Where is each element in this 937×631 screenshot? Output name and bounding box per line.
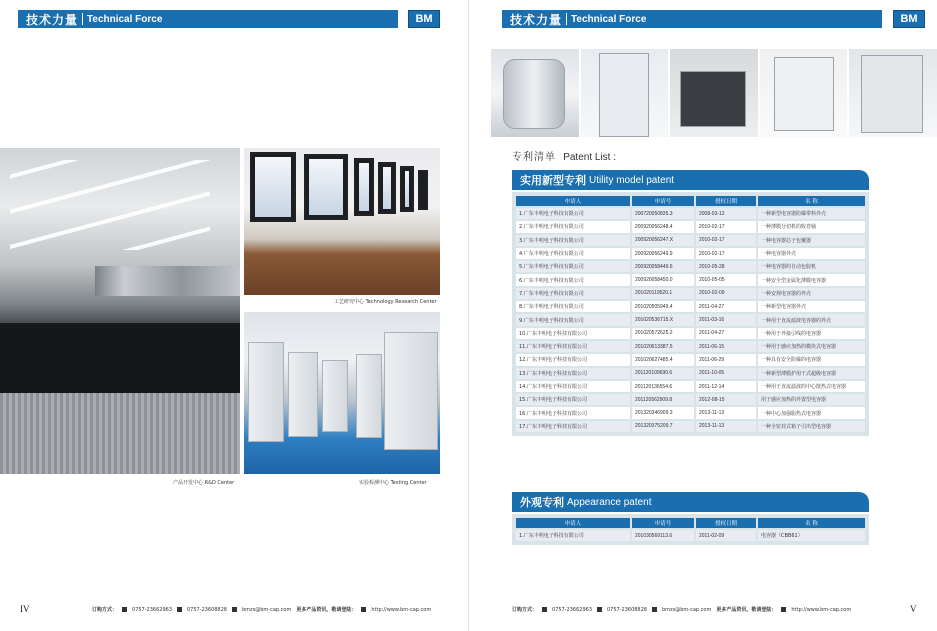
application-no-cell: 200920058450.0	[632, 274, 694, 285]
page-number-left: IV	[20, 604, 30, 614]
order-label: 订购方式：	[92, 607, 118, 613]
equipment-photo-strip	[491, 49, 937, 137]
application-no-cell: 201020572625.2	[632, 328, 694, 339]
application-no-cell: 201020119520.1	[632, 288, 694, 299]
applicant-cell: 4.广东丰明电子科技有限公司	[516, 248, 630, 259]
application-no-cell: 201020536715.X	[632, 314, 694, 325]
fax-icon	[597, 607, 602, 612]
application-no-cell: 200920056247.X	[632, 235, 694, 246]
bm-logo: BM	[408, 10, 440, 28]
bm-logo: BM	[893, 10, 925, 28]
applicant-cell: 11.广东丰明电子科技有限公司	[516, 341, 630, 352]
grant-date-cell: 2011-06-29	[696, 354, 756, 365]
table-row	[516, 288, 865, 299]
table-row	[516, 381, 865, 392]
equipment-photo	[760, 49, 848, 137]
application-no-cell: 201020627485.4	[632, 354, 694, 365]
display-panel	[418, 170, 428, 210]
application-no-cell: 201120136554.6	[632, 381, 694, 392]
col-name: 名 称	[758, 518, 865, 528]
table-row	[516, 314, 865, 325]
patent-name-cell: 一种安规电容器的外壳	[758, 288, 865, 299]
technology-center-photo	[244, 148, 440, 295]
table-row	[516, 394, 865, 405]
ceiling-lights	[10, 160, 210, 250]
table-row	[516, 368, 865, 379]
applicant-cell: 13.广东丰明电子科技有限公司	[516, 368, 630, 379]
table-row	[516, 354, 865, 365]
col-grant-date: 授权日期	[696, 518, 756, 528]
patent-name-cell: 一种电容器外壳	[758, 248, 865, 259]
grant-date-cell: 2011-04-27	[696, 301, 756, 312]
patent-list-title	[512, 148, 616, 163]
carpet-floor	[0, 393, 240, 474]
application-no-cell: 200920058449.6	[632, 261, 694, 272]
application-no-cell: 201320346909.3	[632, 407, 694, 418]
equipment-photo	[491, 49, 579, 137]
left-header-en: Technical Force	[87, 13, 163, 25]
grant-date-cell: 2010-02-17	[696, 235, 756, 246]
patent-name-cell: 一种用于直流滤波电容器的外壳	[758, 314, 865, 325]
test-cabinet	[356, 354, 382, 438]
footer-fax: 0757-23608828	[607, 606, 647, 613]
page-number-right: V	[910, 604, 917, 614]
patent-name-cell: 一种新型薄膜护用干式超级电容器	[758, 368, 865, 379]
col-grant-date: 授权日期	[696, 196, 756, 206]
footer-web[interactable]: http://www.bm-cap.com	[371, 606, 432, 613]
patent-name-cell: 一种用于外接引线的电容器	[758, 328, 865, 339]
table-header-row	[516, 196, 865, 206]
table-row	[516, 407, 865, 418]
patent-list-en: Patent List :	[563, 152, 616, 163]
patent-name-cell: 一种中心加强脂热式电容器	[758, 407, 865, 418]
display-panel	[354, 158, 374, 216]
left-footer	[92, 606, 431, 613]
equipment-photo	[670, 49, 758, 137]
applicant-cell: 8.广东丰明电子科技有限公司	[516, 301, 630, 312]
equipment-photo	[849, 49, 937, 137]
application-no-cell: 201320375209.7	[632, 421, 694, 432]
col-application-no: 申请号	[632, 518, 694, 528]
grant-date-cell: 2010-02-17	[696, 248, 756, 259]
grant-date-cell: 2010-02-09	[696, 288, 756, 299]
left-header-cn: 技术力量	[26, 12, 79, 27]
grant-date-cell: 2010-02-17	[696, 221, 756, 232]
test-cabinet	[248, 342, 284, 442]
col-applicant: 申请人	[516, 518, 630, 528]
patent-name-cell: 一种电容器芯子包覆器	[758, 235, 865, 246]
patent-name-cell: 一种用于直流滤波的中心散热式电容器	[758, 381, 865, 392]
table-header-row	[516, 518, 865, 528]
grant-date-cell: 2011-03-16	[696, 314, 756, 325]
applicant-cell: 14.广东丰明电子科技有限公司	[516, 381, 630, 392]
utility-model-band	[512, 170, 869, 190]
col-applicant: 申请人	[516, 196, 630, 206]
application-no-cell: 201120562909.8	[632, 394, 694, 405]
grant-date-cell: 2011-10-05	[696, 368, 756, 379]
patent-name-cell: 一种具有安全防爆的电容器	[758, 354, 865, 365]
applicant-cell: 15.广东丰明电子科技有限公司	[516, 394, 630, 405]
footer-fax: 0757-23608828	[187, 606, 227, 613]
test-cabinet	[384, 332, 438, 450]
col-application-no: 申请号	[632, 196, 694, 206]
patent-name-cell: 一种薄膜分切机的收卷轴	[758, 221, 865, 232]
equipment-photo	[581, 49, 669, 137]
application-no-cell: 200920056249.9	[632, 248, 694, 259]
application-no-cell: 200920056248.4	[632, 221, 694, 232]
applicant-cell: 3.广东丰明电子科技有限公司	[516, 235, 630, 246]
test-cabinet	[322, 360, 348, 432]
table-row	[516, 421, 865, 432]
web-icon	[781, 607, 786, 612]
patent-list-cn: 专利清单	[512, 152, 556, 163]
grant-date-cell: 2011-04-27	[696, 328, 756, 339]
caption-technology-center: 工艺研究中心 Technology Research Center	[334, 299, 437, 305]
appearance-patent-table	[512, 514, 869, 545]
table-row	[516, 248, 865, 259]
patent-name-cell: 用于感应加热的外置型电容器	[758, 394, 865, 405]
left-page-header	[18, 10, 398, 28]
patent-name-cell: 电容器（CBB61）	[758, 530, 865, 541]
applicant-cell: 5.广东丰明电子科技有限公司	[516, 261, 630, 272]
table-row	[516, 341, 865, 352]
table-row	[516, 274, 865, 285]
mail-icon	[652, 607, 657, 612]
grant-date-cell: 2011-06-15	[696, 341, 756, 352]
table-row	[516, 235, 865, 246]
applicant-cell: 2.广东丰明电子科技有限公司	[516, 221, 630, 232]
patent-name-cell: 一种新型电容器防爆带料外壳	[758, 208, 865, 219]
web-icon	[361, 607, 366, 612]
header-separator	[566, 13, 567, 25]
footer-tel[interactable]: 0757-23662963	[132, 606, 172, 613]
applicant-cell: 1.广东丰明电子科技有限公司	[516, 530, 630, 541]
caption-rd-center: 产品开发中心 R&D Center	[173, 480, 235, 486]
right-footer	[512, 606, 851, 613]
page-gutter	[468, 0, 469, 631]
right-header-en: Technical Force	[571, 13, 647, 25]
applicant-cell: 7.广东丰明电子科技有限公司	[516, 288, 630, 299]
table-row	[516, 261, 865, 272]
footer-email[interactable]: bmzs@bm-cap.com	[241, 606, 292, 613]
wall-sign	[95, 266, 240, 296]
patent-name-cell: 一种安全型金属化薄膜电容器	[758, 274, 865, 285]
testing-center-photo	[244, 312, 440, 474]
utility-band-cn: 实用新型专利	[520, 174, 586, 187]
order-label: 订购方式：	[512, 607, 538, 613]
footer-web[interactable]: http://www.bm-cap.com	[791, 606, 852, 613]
grant-date-cell: 2010-05-28	[696, 261, 756, 272]
display-panel	[304, 154, 348, 220]
col-name: 名 称	[758, 196, 865, 206]
utility-band-en: Utility model patent	[589, 174, 675, 186]
table-row	[516, 301, 865, 312]
grant-date-cell: 2013-11-13	[696, 421, 756, 432]
mail-icon	[232, 607, 237, 612]
right-header-cn: 技术力量	[510, 12, 563, 27]
grant-date-cell: 2008-03-12	[696, 208, 756, 219]
display-panel	[400, 166, 414, 212]
rd-center-photo	[0, 148, 240, 474]
table-row	[516, 530, 865, 541]
applicant-cell: 16.广东丰明电子科技有限公司	[516, 407, 630, 418]
patent-name-cell: 一种新型电容器外壳	[758, 301, 865, 312]
application-no-cell: 201030569113.6	[632, 530, 694, 541]
footer-email[interactable]: bmzs@bm-cap.com	[661, 606, 712, 613]
more-info-label: 更多产品资讯，敬请登陆：	[296, 607, 357, 613]
footer-tel[interactable]: 0757-23662963	[552, 606, 592, 613]
caption-testing-center: 实验检测中心 Testing Center	[359, 480, 427, 486]
test-cabinet	[288, 352, 318, 437]
applicant-cell: 6.广东丰明电子科技有限公司	[516, 274, 630, 285]
table-row	[516, 221, 865, 232]
patent-name-cell: 一种电容器的自动包胶机	[758, 261, 865, 272]
appearance-band-cn: 外观专利	[520, 496, 564, 509]
patent-name-cell: 一种用于感应加热的模块式电容器	[758, 341, 865, 352]
dark-wall-panel	[0, 323, 240, 393]
grant-date-cell: 2011-12-14	[696, 381, 756, 392]
grant-date-cell: 2013-11-13	[696, 407, 756, 418]
appearance-band-en: Appearance patent	[567, 496, 652, 508]
application-no-cell: 201020505949.4	[632, 301, 694, 312]
patent-name-cell: 一种全密封式箱子引出型电容器	[758, 421, 865, 432]
grant-date-cell: 2011-02-09	[696, 530, 756, 541]
applicant-cell: 1.广东丰明电子科技有限公司	[516, 208, 630, 219]
display-panel	[378, 162, 396, 214]
grant-date-cell: 2012-08-15	[696, 394, 756, 405]
application-no-cell: 201120109690.6	[632, 368, 694, 379]
fax-icon	[177, 607, 182, 612]
phone-icon	[542, 607, 547, 612]
applicant-cell: 10.广东丰明电子科技有限公司	[516, 328, 630, 339]
header-separator	[82, 13, 83, 25]
grant-date-cell: 2010-05-05	[696, 274, 756, 285]
phone-icon	[122, 607, 127, 612]
display-panel	[250, 152, 296, 222]
application-no-cell: 201020613387.5	[632, 341, 694, 352]
applicant-cell: 9.广东丰明电子科技有限公司	[516, 314, 630, 325]
table-row	[516, 208, 865, 219]
right-page-header	[502, 10, 882, 28]
more-info-label: 更多产品资讯，敬请登陆：	[716, 607, 777, 613]
application-no-cell: 200720050835.3	[632, 208, 694, 219]
applicant-cell: 17.广东丰明电子科技有限公司	[516, 421, 630, 432]
utility-patent-table	[512, 192, 869, 436]
table-row	[516, 328, 865, 339]
appearance-patent-band	[512, 492, 869, 512]
applicant-cell: 12.广东丰明电子科技有限公司	[516, 354, 630, 365]
